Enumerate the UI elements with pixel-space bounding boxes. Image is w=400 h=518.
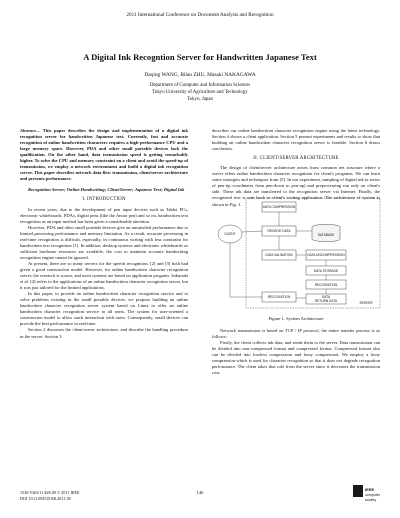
- server-label: SERVER: [359, 301, 373, 305]
- intro-paragraph-3: At present, there are so many servers for the speech recognition, [2] and [3] both had given a good construction model. However, for online handwritten character recognition server, the research is scarce, and most systems are based on application program. Sakurada et al. [4] refers to the applications of an online handwritten character recognition server, but it was just tailored for the limited applications.: [20, 260, 188, 291]
- logo-society: society: [365, 498, 377, 502]
- client-label: CLIENT: [224, 232, 236, 236]
- recognition-label-2: RECOGNITION: [267, 295, 291, 299]
- footer-isbn: 1520-5363/11 $26.00 © 2011 IEEE: [20, 490, 80, 495]
- abstract: [20, 128, 188, 182]
- return-data-label: RETURN DATA: [314, 299, 338, 303]
- database-label: DATABASE: [317, 233, 335, 237]
- affiliation-department: Department of Computer and Information Sciences: [149, 83, 251, 88]
- keywords: [20, 187, 188, 193]
- conference-header: 2011 International Conference on Document Analysis and Recognition: [126, 12, 274, 18]
- recognition-label: RECOGNITION: [314, 283, 338, 287]
- data-storage-label: DATA STORAGE: [313, 269, 339, 273]
- page-number: 146: [196, 490, 204, 495]
- paper-title: A Digital Ink Recogntion Server for Handwritten Japanese Text: [83, 52, 317, 62]
- architecture-paragraph-1: The design of client/server architecture arises from common net structure where a server offers online handwritten character recognition for client's programs. We can learn some strategies and techniques from [5]. In our experiment, sampling of digital ink (a series of pen-tip coordinates form pen-down to pen-up) and preprocessing run only on client's side. These ink data are transferred to the recognition server via Internet. Finally, the recognized text is sent back to client's writing application. The architecture of system is shown in Fig. 1.: [212, 165, 380, 207]
- figure-caption: Figure 1. System Architecture: [268, 316, 324, 321]
- system-architecture-diagram: [216, 194, 384, 312]
- abstract-text: — This paper describes the design and implementation of a digital ink recognition server for handwritten Japanese text. Currently, fast and accurate recognition of online handwritten characters requires a high-performance CPU and a large memory space. However, PDA and other small portable devices lack the qualification. On the other hand, data transmission speed is getting remarkably higher. To solve the CPU and memory constraint on a client and avoid the speed-up of transmission, we employ a network environment and build a digital ink recognition server. This paper describes network data flow transmission, client/server architecture and presents performance.: [20, 128, 188, 182]
- abstract-label: Abstract: [20, 128, 36, 133]
- transmission-paragraph-2: Firstly, the client collects ink data, and sends them to the server. Data transmission can be divided into non-compressed format and compressed format. Compressed format also can be divided into lossless compression and lossy compression. We employ a lossy compression which is used for character recognition so that it does not degrade recognition performance. The client takes that role from the server since it decreases the transmission cost.: [212, 340, 380, 376]
- intro-paragraph-1: In recent years, due to the development of pen input devices such as Tablet PCs, electronic whiteboards, PDAs, digital pens (like the Anoto pen) and so on, handwritten text recognition as an input method has been given a considerable attention.: [20, 206, 188, 224]
- data-compression-label: DATA COMPRESSION: [262, 205, 296, 209]
- intro-paragraph-5: Section 2 discusses the client/server architecture, and describe the handling procedure in the server. Section 3: [20, 327, 188, 339]
- author-list: Daqing WANG, Bilan ZHU, Masaki NAKAGAWA: [144, 72, 256, 78]
- data-validation-label: DATA VALIDATION: [265, 253, 293, 257]
- logo-mark: [353, 485, 363, 497]
- data-uncompression-label: DATA UNCOMPRESSION: [307, 253, 345, 257]
- left-column: [20, 128, 188, 340]
- intro-paragraph-2: However, PDA and other small portable devices give an unsatisfied performance due to limited processing performance and memory limitation. As a result, accurate processing in real-time recognition is difficult, especially, in continuous writing with less constraint for handwritten text recognition [1]. In addition, desktop systems and electronic whiteboards as sufficient hardware resources are available, the cost to maintain accurate handwriting recognition engine cannot be ignored.: [20, 224, 188, 260]
- affiliation-university: Tokyo University of Agriculture and Technology: [152, 90, 248, 95]
- logo-ieee: IEEE: [365, 487, 375, 492]
- intro-paragraph-4: In this paper, to provide an online handwritten character recognition service and to solve problems existing in the small portable devices, we propose building an online handwritten character recognition server system based on Linux to offer an online handwritten character recognition service to all users. The system for user-oriented a construction model to allow stack interaction with users. Consequently, small devices can provide the best performance in real-time.: [20, 291, 188, 327]
- section-1-heading: I. INTRODUCTION: [82, 197, 126, 203]
- logo-computer: computer: [365, 493, 380, 497]
- footer-doi: DOI 10.1109/ICDAR.2011.38: [20, 495, 71, 501]
- transmission-paragraph-1: Network transmission is based on TCP / IP protocol, the entire transfer process is as follows:: [212, 328, 380, 340]
- affiliation-location: Tokyo, Japan: [186, 97, 213, 102]
- ieee-computer-society-logo: [352, 484, 382, 506]
- keywords-text: Recognition Server; Online Handwriting; Client/Server; Japanese Text; Digital Ink: [28, 187, 185, 193]
- right-column-bottom: [212, 328, 380, 376]
- section-2-heading: II. CLIENT/SERVER ARCHITECTURE: [253, 156, 339, 162]
- data-label: DATA: [321, 295, 331, 299]
- right-paragraph-0: describes our online handwritten character recognition engine using the latest technology. Section 4 shows a client application. Section 5 present experiments and results to show that building an online handwritten character recognition server is feasible. Section 6 draws conclusion.: [212, 128, 380, 152]
- receive-data-label: RECEIVE DATA: [267, 229, 291, 233]
